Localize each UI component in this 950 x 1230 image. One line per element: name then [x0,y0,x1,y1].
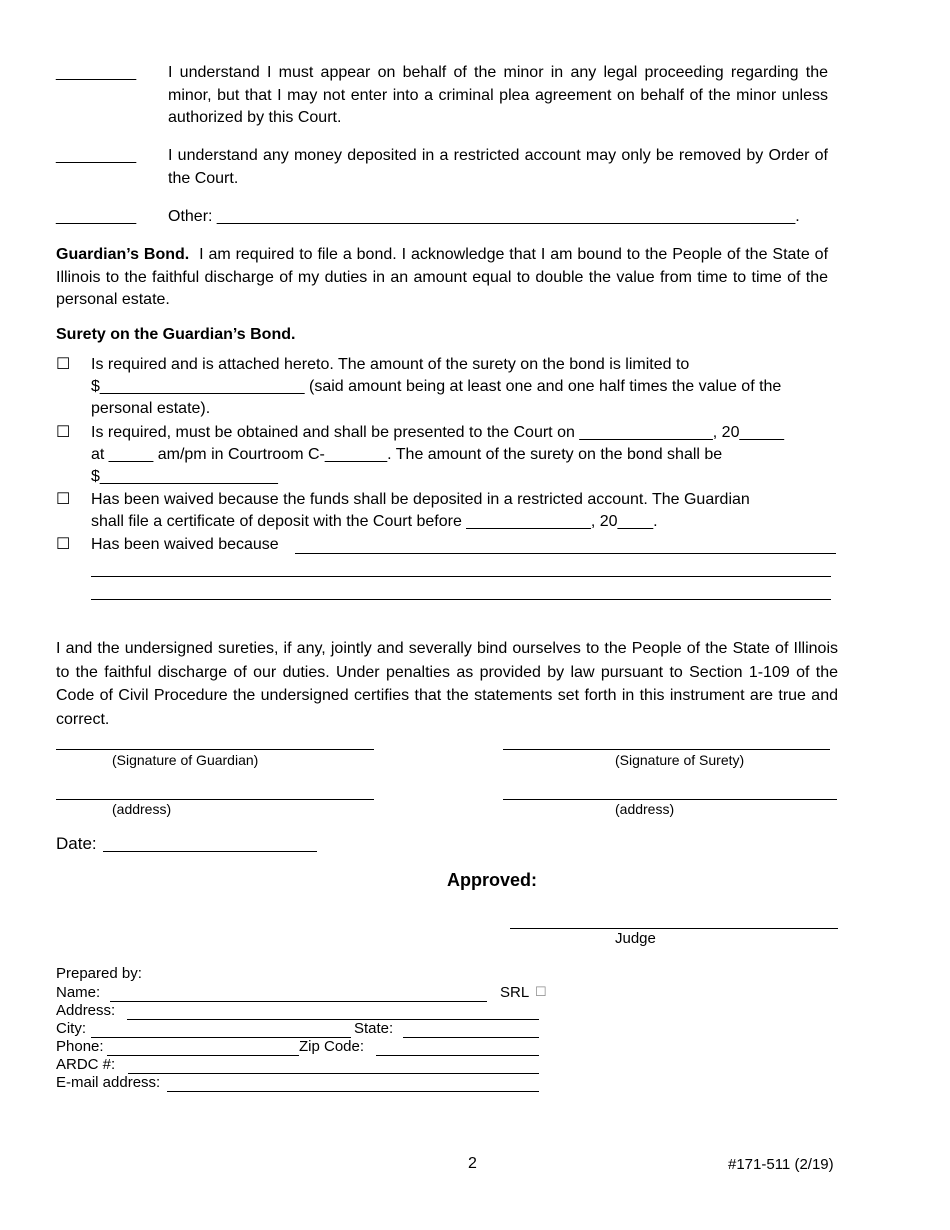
date-label: Date: [56,834,97,853]
email-field[interactable] [167,1091,539,1092]
surety-option-1-checkbox[interactable]: ☐ [56,356,71,373]
date-field[interactable] [103,851,317,852]
surety-option-3-checkbox[interactable]: ☐ [56,491,71,508]
ack-1-text: I understand I must appear on behalf of the minor in any legal proceeding regarding the minor, but that I may not enter into a criminal plea agreement on behalf of the minor unless authorized by this Court. [168,64,828,126]
email-label: E-mail address: [56,1074,161,1091]
ardc-field[interactable] [128,1073,539,1074]
waiver-reason-line-3[interactable] [91,599,831,600]
phone-label: Phone: [56,1038,104,1055]
city-label: City: [56,1020,86,1037]
approved-label: Approved: [447,870,537,890]
ack-2-initial-blank[interactable]: _________ [56,147,137,164]
surety-option-4-label: Has been waived because [91,536,279,553]
surety-address-label: (address) [615,801,675,817]
prepared-by-title: Prepared by: [56,965,142,982]
ack-3-initial-blank[interactable]: _________ [56,208,137,225]
judge-signature-line[interactable] [510,928,838,929]
surety-option-3-line-1: Has been waived because the funds shall be deposited in a restricted account. The Guardian [91,491,750,508]
name-label: Name: [56,984,101,1001]
ack-2-text: I understand any money deposited in a restricted account may only be removed by Order of the Court. [168,147,828,187]
surety-option-4-checkbox[interactable]: ☐ [56,536,71,553]
surety-option-2-line-1[interactable]: Is required, must be obtained and shall be presented to the Court on _______________, 20_____ [91,424,784,441]
guardian-signature-line[interactable] [56,749,374,750]
guardian-address-label: (address) [112,801,172,817]
phone-field[interactable] [107,1055,299,1056]
guardians-bond-paragraph [56,244,828,312]
guardian-address-line[interactable] [56,799,374,800]
guardians-bond-text: I am required to file a bond. I acknowledge that I am bound to the People of the State of Illinois to the faithful discharge of my duties in an amount equal to double the value from time to time of the personal estate. [56,246,829,308]
surety-heading: Surety on the Guardian’s Bond. [56,326,296,343]
surety-option-3-line-2[interactable]: shall file a certificate of deposit with the Court before ______________, 20____. [91,513,658,530]
guardian-signature-label: (Signature of Guardian) [112,752,259,768]
surety-option-2-line-2[interactable]: at _____ am/pm in Courtroom C-_______. The amount of the surety on the bond shall be [91,446,723,463]
surety-option-1-line-2[interactable]: $_______________________ (said amount being at least one and one half times the value of the [91,378,782,395]
waiver-reason-line-1[interactable] [295,553,836,554]
address-label: Address: [56,1002,116,1019]
ack-1-initial-blank[interactable]: _________ [56,64,137,81]
srl-checkbox[interactable]: ☐ [535,984,547,999]
zip-field[interactable] [376,1055,539,1056]
surety-option-2-checkbox[interactable]: ☐ [56,424,71,441]
form-number: #171-511 (2/19) [728,1156,834,1173]
surety-option-1-line-3: personal estate). [91,400,211,417]
judge-label: Judge [615,930,656,947]
guardians-bond-heading: Guardian’s Bond. [56,246,190,263]
zip-label: Zip Code: [299,1038,365,1055]
waiver-reason-line-2[interactable] [91,576,831,577]
ack-3-other-text[interactable]: Other: _________________________________________________________________. [168,208,800,225]
srl-label: SRL [500,984,530,1001]
surety-address-line[interactable] [503,799,837,800]
address-field[interactable] [127,1019,539,1020]
state-field[interactable] [403,1037,539,1038]
surety-option-1-line-1: Is required and is attached hereto. The amount of the surety on the bond is limited to [91,356,690,373]
state-label: State: [354,1020,394,1037]
surety-signature-line[interactable] [503,749,830,750]
surety-option-2-line-3[interactable]: $____________________ [91,468,278,485]
surety-signature-label: (Signature of Surety) [615,752,745,768]
certification-paragraph: I and the undersigned sureties, if any, jointly and severally bind ourselves to the People of the State of Illinois to the faithful discharge of our duties. Under penalties as provided by law pursuant to Section 1-109 of the Code of Civil Procedure the undersigned certifies that the statements set forth in this instrument are true and correct. [56,640,838,728]
name-field[interactable] [110,1001,487,1002]
page-number: 2 [468,1155,477,1172]
ardc-label: ARDC #: [56,1056,116,1073]
